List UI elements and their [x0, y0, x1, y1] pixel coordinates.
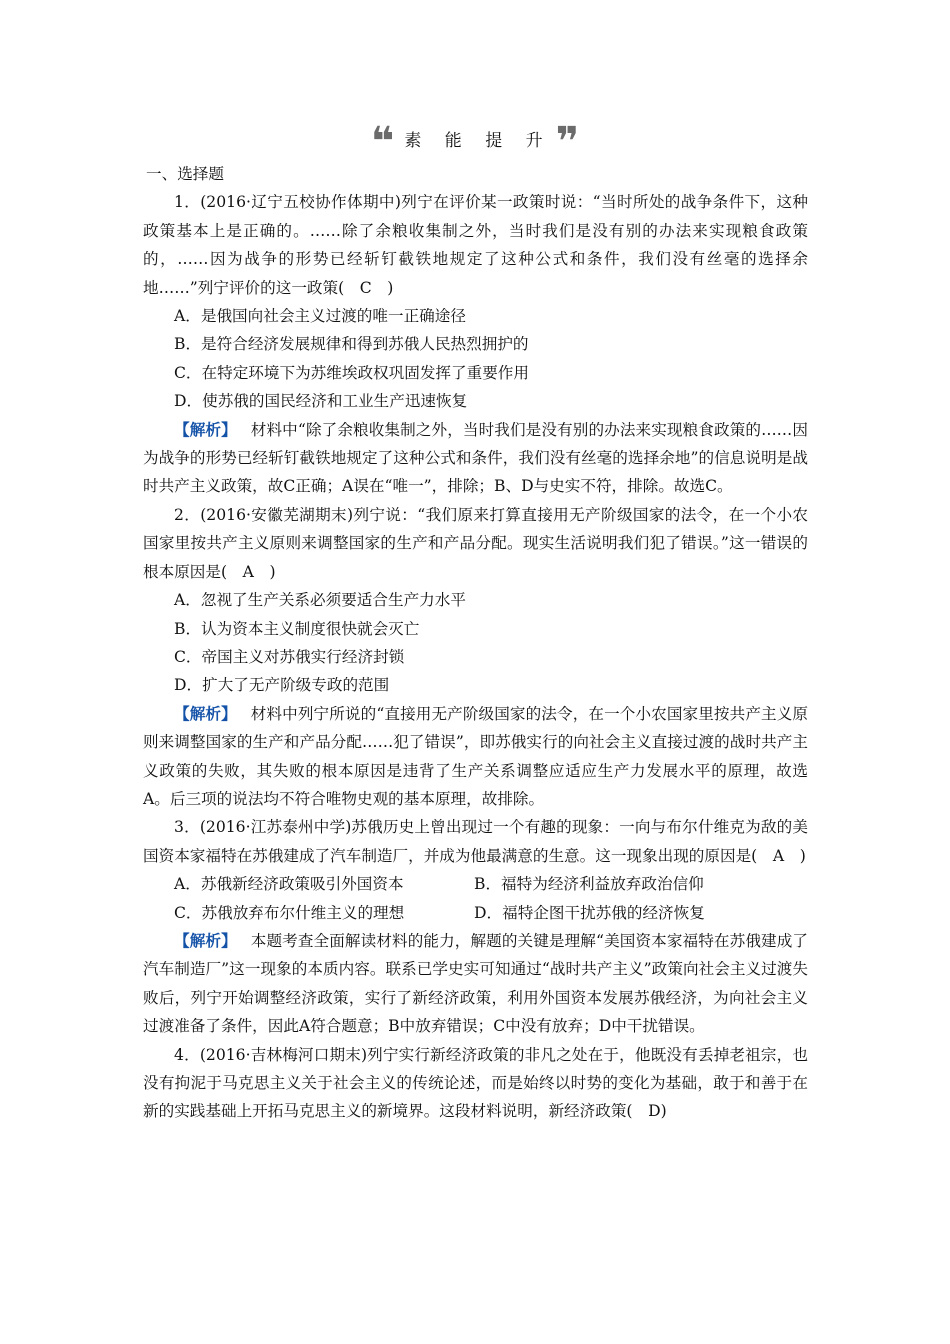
open-quote-icon: ❝ [370, 119, 395, 165]
question-1 [143, 188, 808, 500]
question-3 [143, 813, 808, 1040]
explanation: 【解析】 材料中列宁所说的“直接用无产阶级国家的法令，在一个小农国家里按共产主义原则来调整国家的生产和产品分配……犯了错误”，即苏俄实行的向社会主义直接过渡的战时共产主义政策的失败，其失败的根本原因是违背了生产关系调整应适应生产力发展水平的原理，故选A。后三项的说法均不符合唯物史观的基本原理，故排除。 [143, 703, 808, 808]
explanation-tag: 【解析】 [174, 419, 237, 439]
question-stem: 3．(2016·江苏泰州中学)苏俄历史上曾出现过一个有趣的现象：一向与布尔什维克为敌的美国资本家福特在苏俄建成了汽车制造厂，并成为他最满意的生意。这一现象出现的原因是( A ) [143, 818, 808, 865]
section-title: 一、选择题 [146, 165, 224, 183]
question-stem: 4．(2016·吉林梅河口期末)列宁实行新经济政策的非凡之处在于，他既没有丢掉老祖宗，也没有拘泥于马克思主义关于社会主义的传统论述，而是始终以时势的变化为基础，敢于和善于在新的实践基础上开拓马克思主义的新境界。这段材料说明，新经济政策( D) [143, 1045, 808, 1121]
explanation-tag: 【解析】 [174, 703, 237, 723]
option-c: C．在特定环境下为苏维埃政权巩固发挥了重要作用 [174, 363, 529, 382]
content [143, 160, 808, 1126]
explanation-tag: 【解析】 [174, 930, 237, 950]
close-quote-icon: ❞ [555, 119, 580, 165]
option-c: C．苏俄放弃布尔什维主义的理想 [174, 903, 405, 922]
option-d: D．扩大了无产阶级专政的范围 [174, 676, 390, 695]
option-b: B．是符合经济发展规律和得到苏俄人民热烈拥护的 [174, 335, 529, 354]
option-b: B．认为资本主义制度很快就会灭亡 [174, 619, 420, 638]
option-b: B．福特为经济利益放弃政治信仰 [474, 875, 704, 894]
option-d: D．福特企图干扰苏俄的经济恢复 [474, 903, 705, 922]
question-stem: 2．(2016·安徽芜湖期末)列宁说：“我们原来打算直接用无产阶级国家的法令，在一个小农国家里按共产主义原则来调整国家的生产和产品分配。现实生活说明我们犯了错误。”这一错误的根本原因是( A ) [143, 505, 808, 581]
option-a: A．忽视了生产关系必须要适合生产力水平 [174, 591, 466, 610]
explanation: 【解析】 材料中“除了余粮收集制之外，当时我们是没有别的办法来实现粮食政策的……因为战争的形势已经斩钉截铁地规定了这种公式和条件，我们没有丝毫的选择余地”的信息说明是战时共产主义政策，故C正确；A误在“唯一”，排除；B、D与史实不符，排除。故选C。 [143, 419, 808, 496]
option-d: D．使苏俄的国民经济和工业生产迅速恢复 [174, 392, 468, 411]
question-stem: 1．(2016·辽宁五校协作体期中)列宁在评价某一政策时说：“当时所处的战争条件下，这种政策基本上是正确的。……除了余粮收集制之外，当时我们是没有别的办法来实现粮食政策的，……因为战争的形势已经斩钉截铁地规定了这种公式和条件，我们没有丝毫的选择余地……”列宁评价的这一政策( C ) [143, 193, 808, 297]
header-title: 素 能 提 升 [404, 130, 552, 151]
option-row [143, 899, 808, 927]
section-header [0, 119, 950, 165]
explanation: 【解析】 本题考查全面解读材料的能力，解题的关键是理解“美国资本家福特在苏俄建成了汽车制造厂”这一现象的本质内容。联系已学史实可知通过“战时共产主义”政策向社会主义过渡失败后，列宁开始调整经济政策，实行了新经济政策，利用外国资本发展苏俄经济，为向社会主义过渡准备了条件，因此A符合题意；B中放弃错误；C中没有放弃；D中干扰错误。 [143, 930, 808, 1036]
question-4 [143, 1041, 808, 1126]
option-c: C．帝国主义对苏俄实行经济封锁 [174, 647, 405, 666]
question-2 [143, 501, 808, 813]
option-a: A．是俄国向社会主义过渡的唯一正确途径 [174, 307, 466, 326]
option-a: A．苏俄新经济政策吸引外国资本 [174, 875, 404, 894]
option-row [143, 870, 808, 898]
